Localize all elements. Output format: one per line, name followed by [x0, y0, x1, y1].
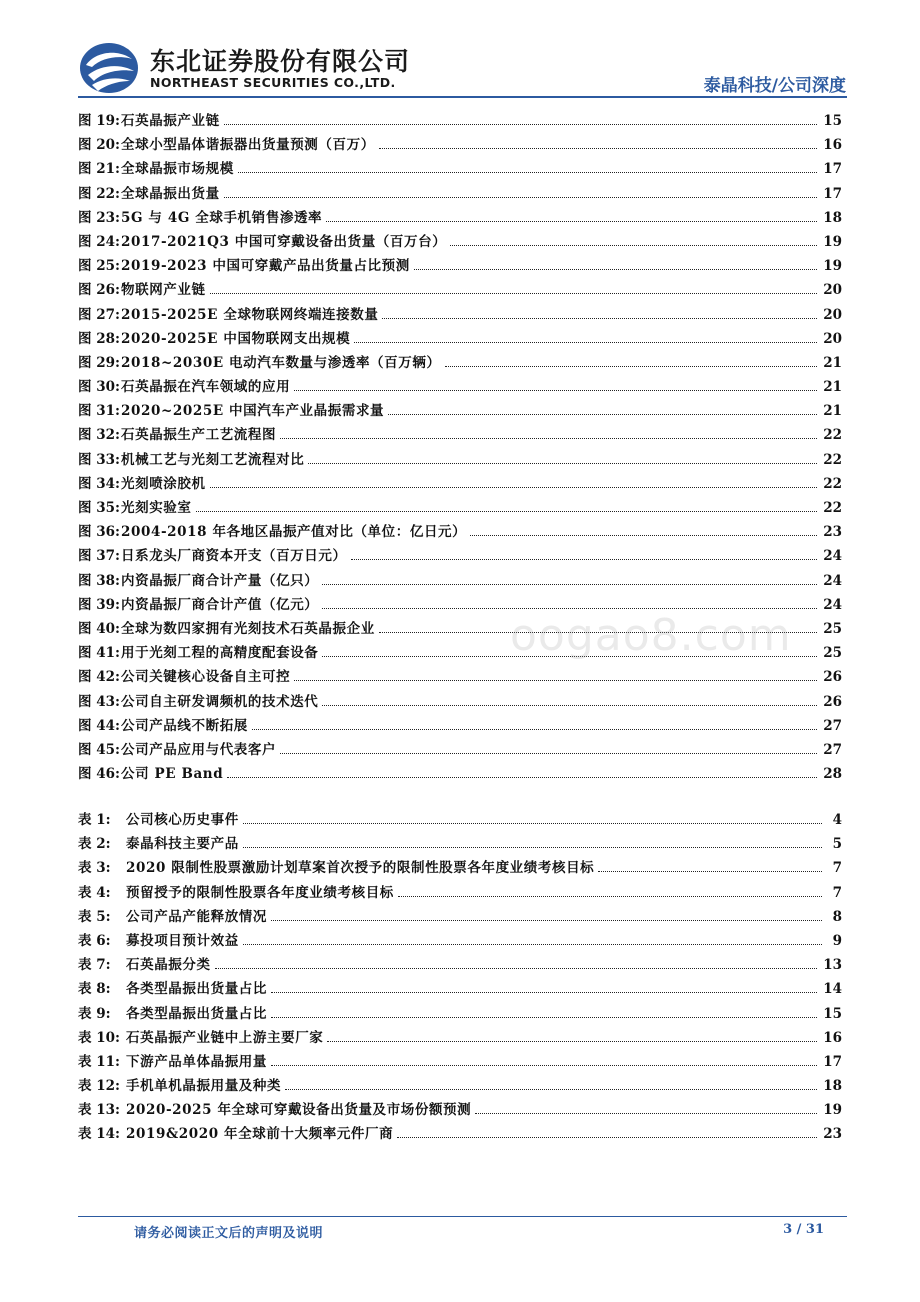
toc-dot-leader: [271, 992, 817, 993]
toc-entry-label: 图 30:: [78, 379, 120, 396]
table-toc-entry[interactable]: [78, 977, 842, 1001]
toc-entry-label: 图 25:: [78, 258, 120, 275]
figure-toc-entry[interactable]: [78, 399, 842, 423]
toc-entry-title: 2019-2023 中国可穿戴产品出货量占比预测: [121, 258, 410, 275]
toc-entry-label: 图 32:: [78, 427, 120, 444]
toc-entry-page: 7: [832, 884, 842, 901]
toc-entry-page: 14: [823, 981, 842, 998]
toc-dot-leader: [243, 944, 822, 945]
figure-toc-entry[interactable]: [78, 206, 842, 230]
toc-dot-leader: [294, 680, 817, 681]
toc-entry-page: 19: [823, 258, 842, 275]
toc-entry-title: 2019&2020 年全球前十大频率元件厂商: [126, 1126, 394, 1143]
toc-entry-page: 22: [823, 451, 842, 468]
toc-entry-page: 26: [823, 693, 842, 710]
figure-toc-entry[interactable]: [78, 472, 842, 496]
toc-dot-leader: [322, 608, 817, 609]
toc-entry-label: 图 27:: [78, 306, 120, 323]
toc-entry-label: 图 35:: [78, 500, 120, 516]
toc-dot-leader: [470, 535, 817, 536]
table-toc-entry[interactable]: [78, 953, 842, 977]
toc-entry-label: 表 3:: [78, 860, 111, 877]
toc-entry-title: 2020~2025E 中国汽车产业晶振需求量: [121, 403, 385, 420]
toc-dot-leader: [227, 777, 817, 778]
toc-dot-leader: [243, 823, 822, 824]
toc-entry-title: 募投项目预计效益: [126, 932, 239, 949]
toc-entry-title: 公司关键核心设备自主可控: [121, 669, 291, 686]
toc-entry-title: 内资晶振厂商合计产量（亿只）: [121, 572, 319, 589]
toc-entry-label: 图 46:: [78, 766, 120, 783]
toc-entry-label: 图 41:: [78, 645, 120, 662]
toc-entry-label: 表 1:: [78, 812, 111, 828]
toc-entry-title: 2020 限制性股票激励计划草案首次授予的限制性股票各年度业绩考核目标: [126, 860, 595, 877]
toc-entry-page: 5: [832, 836, 842, 853]
toc-entry-page: 20: [823, 330, 842, 347]
toc-entry-title: 石英晶振产业链: [121, 113, 220, 129]
toc-entry-title: 预留授予的限制性股票各年度业绩考核目标: [126, 884, 394, 901]
toc-entry-title: 各类型晶振出货量占比: [126, 981, 267, 998]
table-toc-entry[interactable]: [78, 808, 842, 832]
toc-entry-page: 19: [823, 233, 842, 250]
toc-entry-label: 表 13:: [78, 1102, 120, 1119]
toc-entry-label: 表 7:: [78, 957, 111, 974]
company-name-cn: 东北证券股份有限公司: [150, 47, 411, 76]
toc-entry-label: 表 10:: [78, 1029, 120, 1046]
footer-disclaimer: 请务必阅读正文后的声明及说明: [134, 1226, 324, 1241]
toc-entry-page: 19: [823, 1102, 842, 1119]
toc-entry-page: 20: [823, 282, 842, 299]
toc-dot-leader: [238, 172, 817, 173]
toc-dot-leader: [294, 390, 817, 391]
toc-entry-page: 20: [823, 306, 842, 323]
footer-divider: [78, 1216, 847, 1217]
figure-toc-entry[interactable]: [78, 182, 842, 206]
table-toc-entry[interactable]: [78, 1122, 842, 1146]
toc-dot-leader: [215, 968, 818, 969]
toc-entry-page: 17: [823, 1053, 842, 1070]
toc-dot-leader: [224, 124, 818, 125]
figure-toc-entry[interactable]: [78, 278, 842, 302]
toc-entry-page: 24: [823, 596, 842, 613]
toc-entry-label: 图 28:: [78, 330, 120, 347]
toc-entry-page: 22: [823, 475, 842, 492]
toc-dot-leader: [280, 753, 817, 754]
toc-dot-leader: [327, 1041, 817, 1042]
table-toc-entry[interactable]: [78, 1026, 842, 1050]
toc-entry-page: 9: [832, 932, 842, 949]
toc-entry-label: 表 14:: [78, 1126, 120, 1143]
toc-dot-leader: [243, 847, 822, 848]
toc-entry-page: 18: [823, 1078, 842, 1095]
toc-dot-leader: [210, 487, 818, 488]
toc-entry-label: 图 39:: [78, 596, 120, 613]
toc-entry-title: 石英晶振分类: [126, 957, 211, 974]
toc-dot-leader: [388, 414, 817, 415]
toc-entry-page: 17: [823, 161, 842, 178]
toc-entry-title: 各类型晶振出货量占比: [126, 1005, 267, 1022]
toc-dot-leader: [354, 342, 817, 343]
table-toc-entry[interactable]: [78, 881, 842, 905]
toc-entry-label: 图 33:: [78, 451, 120, 468]
toc-entry-label: 图 45:: [78, 741, 120, 758]
table-toc-entry[interactable]: [78, 929, 842, 953]
toc-entry-page: 15: [823, 113, 842, 129]
toc-entry-title: 泰晶科技主要产品: [126, 836, 239, 853]
toc-dot-leader: [271, 1017, 817, 1018]
header-divider: [78, 96, 847, 98]
report-tag: 泰晶科技/公司深度: [703, 76, 846, 96]
toc-entry-title: 2018~2030E 电动汽车数量与渗透率（百万辆）: [121, 354, 441, 371]
toc-dot-leader: [398, 896, 822, 897]
table-toc-entry[interactable]: [78, 1050, 842, 1074]
toc-entry-label: 图 34:: [78, 475, 120, 492]
toc-entry-title: 用于光刻工程的高精度配套设备: [121, 645, 319, 662]
toc-entry-title: 日系龙头厂商资本开支（百万日元）: [121, 548, 347, 565]
toc-entry-title: 公司 PE Band: [121, 766, 224, 783]
figure-toc-entry[interactable]: [78, 544, 842, 568]
toc-entry-page: 23: [823, 524, 842, 541]
toc-entry-title: 石英晶振在汽车领域的应用: [121, 379, 291, 396]
toc-entry-title: 全球为数四家拥有光刻技术石英晶振企业: [121, 620, 375, 637]
toc-entry-title: 5G 与 4G 全球手机销售渗透率: [121, 209, 323, 226]
toc-entry-label: 表 12:: [78, 1078, 120, 1095]
figure-toc-entry[interactable]: [78, 762, 842, 786]
toc-entry-title: 下游产品单体晶振用量: [126, 1053, 267, 1070]
toc-entry-title: 公司产品应用与代表客户: [121, 741, 277, 758]
toc-entry-title: 2015-2025E 全球物联网终端连接数量: [121, 306, 379, 323]
toc-entry-page: 24: [823, 548, 842, 565]
toc-entry-page: 17: [823, 185, 842, 202]
toc-entry-page: 25: [823, 645, 842, 662]
toc-entry-page: 27: [823, 741, 842, 758]
toc-entry-label: 表 8:: [78, 981, 111, 998]
toc-entry-page: 21: [823, 403, 842, 420]
toc-entry-label: 图 26:: [78, 282, 120, 299]
toc-entry-title: 光刻实验室: [121, 500, 192, 516]
toc-entry-title: 2020-2025E 中国物联网支出规模: [121, 330, 351, 347]
figure-toc-entry[interactable]: [78, 738, 842, 762]
toc-entry-page: 22: [823, 427, 842, 444]
figure-toc-entry[interactable]: [78, 690, 842, 714]
toc-dot-leader: [397, 1137, 817, 1138]
figure-toc-entry[interactable]: [78, 254, 842, 278]
toc-entry-label: 表 4:: [78, 884, 111, 901]
toc-entry-title: 公司核心历史事件: [126, 812, 239, 828]
toc-entry-label: 图 42:: [78, 669, 120, 686]
toc-entry-label: 图 31:: [78, 403, 120, 420]
page-header: [0, 0, 920, 100]
toc-entry-title: 石英晶振产业链中上游主要厂家: [126, 1029, 324, 1046]
toc-entry-title: 全球小型晶体谐振器出货量预测（百万）: [121, 137, 375, 154]
figure-toc-entry[interactable]: [78, 109, 842, 133]
toc-entry-page: 18: [823, 209, 842, 226]
toc-entry-label: 图 22:: [78, 185, 120, 202]
toc-dot-leader: [382, 318, 817, 319]
table-toc-entry[interactable]: [78, 856, 842, 880]
toc-dot-leader: [280, 438, 817, 439]
toc-entry-label: 表 6:: [78, 932, 111, 949]
northeast-securities-logo-icon: [78, 41, 140, 95]
table-list: [78, 808, 842, 1147]
toc-dot-leader: [224, 197, 818, 198]
figure-toc-entry[interactable]: [78, 327, 842, 351]
toc-entry-page: 24: [823, 572, 842, 589]
figure-toc-entry[interactable]: [78, 157, 842, 181]
toc-dot-leader: [271, 920, 822, 921]
company-name-en: NORTHEAST SECURITIES CO.,LTD.: [150, 75, 396, 90]
toc-dot-leader: [210, 293, 818, 294]
figure-toc-entry[interactable]: [78, 569, 842, 593]
toc-dot-leader: [351, 559, 818, 560]
toc-dot-leader: [450, 245, 817, 246]
toc-dot-leader: [598, 871, 822, 872]
figure-toc-entry[interactable]: [78, 423, 842, 447]
toc-entry-page: 22: [823, 500, 842, 516]
figure-toc-entry[interactable]: [78, 351, 842, 375]
figure-toc-entry[interactable]: [78, 520, 842, 544]
toc-entry-page: 23: [823, 1126, 842, 1143]
toc-entry-title: 机械工艺与光刻工艺流程对比: [121, 451, 305, 468]
figure-list: [78, 109, 842, 786]
toc-entry-label: 图 38:: [78, 572, 120, 589]
toc-entry-page: 8: [832, 908, 842, 925]
toc-entry-page: 27: [823, 717, 842, 734]
toc-dot-leader: [308, 463, 817, 464]
toc-entry-label: 图 44:: [78, 717, 120, 734]
toc-entry-page: 25: [823, 620, 842, 637]
toc-dot-leader: [326, 221, 817, 222]
figure-toc-entry[interactable]: [78, 714, 842, 738]
toc-entry-page: 28: [823, 766, 842, 783]
toc-dot-leader: [285, 1089, 817, 1090]
toc-entry-label: 图 43:: [78, 693, 120, 710]
toc-entry-label: 表 9:: [78, 1005, 111, 1022]
toc-entry-page: 16: [823, 137, 842, 154]
toc-entry-label: 图 40:: [78, 620, 120, 637]
toc-entry-title: 全球晶振市场规模: [121, 161, 234, 178]
table-toc-entry[interactable]: [78, 1002, 842, 1026]
toc-dot-leader: [196, 511, 818, 512]
toc-entry-title: 物联网产业链: [121, 282, 206, 299]
toc-dot-leader: [322, 584, 817, 585]
toc-entry-title: 石英晶振生产工艺流程图: [121, 427, 277, 444]
table-toc-entry[interactable]: [78, 1074, 842, 1098]
toc-entry-title: 2020-2025 年全球可穿戴设备出货量及市场份额预测: [126, 1102, 472, 1119]
toc-entry-page: 26: [823, 669, 842, 686]
page-number: 3 / 31: [783, 1222, 824, 1237]
table-toc-entry[interactable]: [78, 1098, 842, 1122]
toc-dot-leader: [379, 148, 817, 149]
toc-dot-leader: [271, 1065, 817, 1066]
toc-entry-page: 21: [823, 379, 842, 396]
figure-toc-entry[interactable]: [78, 133, 842, 157]
toc-dot-leader: [322, 705, 817, 706]
toc-entry-title: 公司产品产能释放情况: [126, 908, 267, 925]
toc-entry-page: 16: [823, 1029, 842, 1046]
toc-entry-label: 表 5:: [78, 908, 111, 925]
toc-entry-title: 内资晶振厂商合计产值（亿元）: [121, 596, 319, 613]
toc-entry-page: 21: [823, 354, 842, 371]
toc-entry-label: 图 37:: [78, 548, 120, 565]
toc-entry-title: 手机单机晶振用量及种类: [126, 1078, 282, 1095]
toc-entry-title: 2004-2018 年各地区晶振产值对比（单位：亿日元）: [121, 524, 467, 541]
toc-entry-title: 公司产品线不断拓展: [121, 717, 248, 734]
toc-entry-label: 图 23:: [78, 209, 120, 226]
toc-entry-title: 光刻喷涂胶机: [121, 475, 206, 492]
toc-entry-label: 表 2:: [78, 836, 111, 853]
toc-entry-label: 图 19:: [78, 113, 120, 129]
toc-entry-label: 图 21:: [78, 161, 120, 178]
toc-entry-label: 图 29:: [78, 354, 120, 371]
toc-entry-page: 7: [832, 860, 842, 877]
figure-toc-entry[interactable]: [78, 665, 842, 689]
toc-entry-page: 15: [823, 1005, 842, 1022]
toc-entry-label: 表 11:: [78, 1053, 120, 1070]
toc-entry-title: 全球晶振出货量: [121, 185, 220, 202]
toc-dot-leader: [414, 269, 817, 270]
toc-entry-label: 图 36:: [78, 524, 120, 541]
watermark: oogao8.com: [510, 610, 792, 661]
toc-entry-title: 2017-2021Q3 中国可穿戴设备出货量（百万台）: [121, 233, 447, 250]
toc-entry-page: 13: [823, 957, 842, 974]
toc-entry-label: 图 20:: [78, 137, 120, 154]
figure-toc-entry[interactable]: [78, 230, 842, 254]
toc-dot-leader: [252, 729, 817, 730]
figure-toc-entry[interactable]: [78, 303, 842, 327]
toc-entry-title: 公司自主研发调频机的技术迭代: [121, 693, 319, 710]
toc-dot-leader: [445, 366, 818, 367]
table-toc-entry[interactable]: [78, 905, 842, 929]
toc-entry-label: 图 24:: [78, 233, 120, 250]
table-toc-entry[interactable]: [78, 832, 842, 856]
figure-toc-entry[interactable]: [78, 448, 842, 472]
toc-dot-leader: [475, 1113, 817, 1114]
figure-toc-entry[interactable]: [78, 375, 842, 399]
figure-toc-entry[interactable]: [78, 496, 842, 520]
toc-entry-page: 4: [832, 812, 842, 828]
